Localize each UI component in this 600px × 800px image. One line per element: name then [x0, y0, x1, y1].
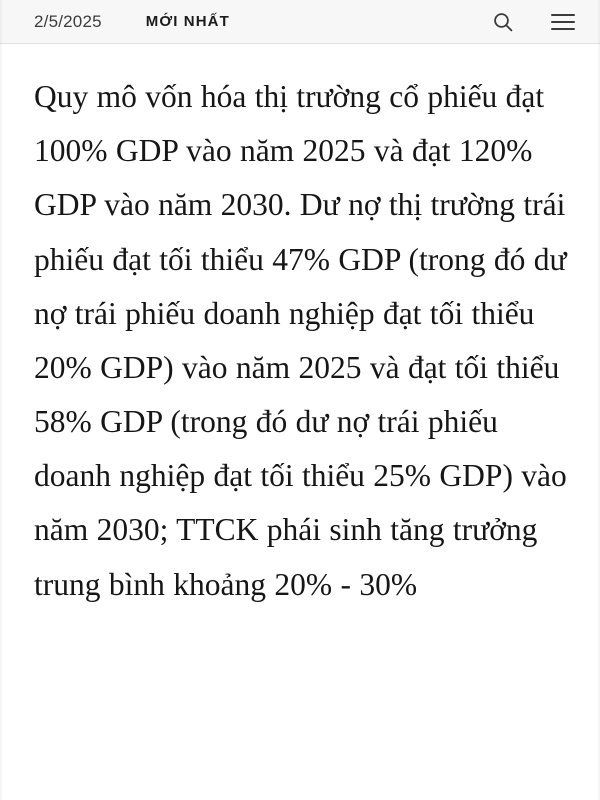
current-date-label: 2/5/2025: [34, 11, 102, 31]
top-navigation-bar: [0, 0, 600, 44]
section-title-latest[interactable]: MỚI NHẤT: [145, 13, 230, 30]
hamburger-menu-icon[interactable]: [546, 5, 580, 39]
article-content: [0, 44, 600, 612]
article-paragraph: Quy mô vốn hóa thị trường cổ phiếu đạt 100% GDP vào năm 2025 và đạt 120% GDP vào năm 2030. Dư nợ thị trường trái phiếu đạt tối thiểu 47% GDP (trong đó dư nợ trái phiếu doanh nghiệp đạt tối thiểu 20% GDP) vào năm 2025 và đạt tối thiểu 58% GDP (trong đó dư nợ trái phiếu doanh nghiệp đạt tối thiểu 25% GDP) vào năm 2030; TTCK phái sinh tăng trưởng trung bình khoảng 20% - 30%: [34, 79, 567, 602]
search-icon[interactable]: [486, 5, 520, 39]
